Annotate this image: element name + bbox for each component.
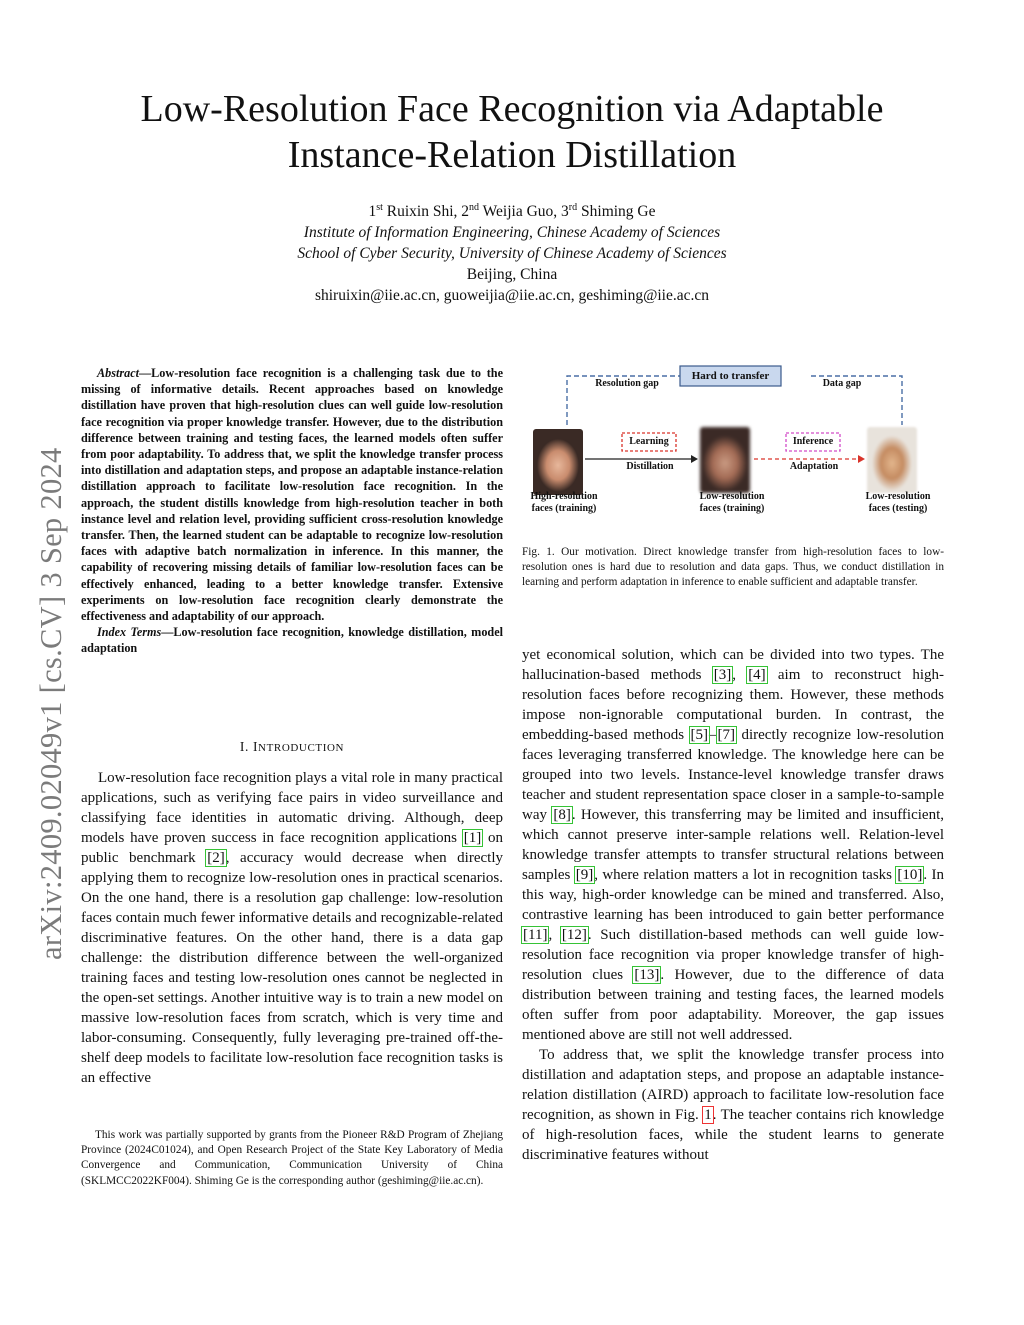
high-resolution-face-image bbox=[533, 429, 583, 495]
figure-1 bbox=[522, 355, 944, 535]
intro-paragraph-3: To address that, we split the knowledge transfer process into distillation and adaptation steps, and propose an adaptable instance-relation distillation (AIRD) approach to facilitate low-resolution face recognition, as shown in Fig. 1. The teacher contains rich knowledge of high-resolution faces, while the student learns to generate discriminative features without bbox=[522, 1047, 944, 1163]
arxiv-id: arXiv:2409.02049v1 [cs.CV] 3 Sep 2024 bbox=[34, 447, 68, 960]
citation-link[interactable]: [11] bbox=[523, 927, 548, 943]
intro-left-column bbox=[81, 768, 503, 1088]
index-terms bbox=[81, 624, 503, 656]
abstract-label: Abstract bbox=[97, 366, 139, 380]
figure-caption-text: Fig. 1. Our motivation. Direct knowledge transfer from high-resolution faces to low-resolution ones is hard due to resolution and data gaps. Thus, we conduct distillation in learning and perform adaptation in inference to enable sufficient and adaptable transfer. bbox=[522, 546, 944, 589]
citation-link[interactable]: [10] bbox=[897, 867, 923, 883]
intro-paragraph-1: Low-resolution face recognition plays a vital role in many practical applications, such as verifying face pairs in video surveillance and classifying face identities in automatic driving. Although, deep models have proven success in face recognition applications [1] on public benchmark [2], accuracy would decrease when directly applying them to recognize low-resolution ones in practical scenarios. On the one hand, there is a resolution gap challenge: low-resolution faces contain much fewer informative details and recognizable-related discriminative features. On the other hand, there is a data gap challenge: the distribution difference between the well-organized training faces and testing low-resolution ones cannot be neglected in the open-set settings. Another intuitive way is to train a new model on massive low-resolution faces from scratch, which is very time and labor-consuming. Consequently, fully leveraging pre-trained off-the-shelf deep models to facilitate low-resolution face recognition tasks is an effective bbox=[81, 770, 504, 1086]
low-resolution-training-face-image bbox=[700, 427, 750, 493]
hard-to-transfer-label: Hard to transfer bbox=[691, 370, 770, 382]
inference-label: Inference bbox=[792, 436, 834, 447]
author-2: Weijia Guo, bbox=[482, 203, 558, 220]
lr-test-face-caption: Low-resolution faces (testing) bbox=[865, 491, 931, 514]
title-line-2: Instance-Relation Distillation bbox=[287, 134, 737, 176]
author-block bbox=[0, 201, 1024, 306]
footnote bbox=[81, 1128, 503, 1189]
figure-caption bbox=[522, 545, 944, 591]
adaptation-label: Adaptation bbox=[789, 461, 839, 472]
distillation-label: Distillation bbox=[626, 461, 674, 472]
section-heading-introduction: I. INTRODUCTION bbox=[239, 739, 345, 754]
paper-title bbox=[0, 86, 1024, 178]
author-3: Shiming Ge bbox=[581, 203, 656, 220]
affiliation-1: Institute of Information Engineering, Chinese Academy of Sciences bbox=[303, 224, 721, 241]
author-emails: shiruixin@iie.ac.cn, guoweijia@iie.ac.cn, geshiming@iie.ac.cn bbox=[314, 287, 710, 304]
footnote-text: This work was partially supported by grants from the Pioneer R&D Program of Zhejiang Province (2024C01024), and Open Research Project of the State Key Laboratory of Media Convergence and Communication, Communication University of China (SKLMCC2022KF004). Shiming Ge is the corresponding author (geshiming@iie.ac.cn). bbox=[81, 1129, 503, 1187]
hr-face-caption: High-resolution faces (training) bbox=[530, 491, 598, 514]
author-location: Beijing, China bbox=[466, 266, 558, 283]
citation-link[interactable]: [7] bbox=[717, 727, 736, 743]
title-line-1: Low-Resolution Face Recognition via Adaptable bbox=[140, 88, 884, 130]
citation-link[interactable]: [3] bbox=[713, 667, 732, 683]
index-terms-text: —Low-resolution face recognition, knowledge distillation, model adaptation bbox=[81, 625, 503, 656]
author-1: Ruixin Shi, bbox=[386, 203, 458, 220]
abstract-paragraph bbox=[81, 365, 503, 624]
learning-label: Learning bbox=[629, 436, 669, 447]
data-gap-label: Data gap bbox=[822, 378, 862, 389]
distillation-arrowhead bbox=[691, 455, 698, 463]
author-names: 1st Ruixin Shi, 2nd Weijia Guo, 3rd Shiming Ge bbox=[368, 201, 656, 220]
citation-link[interactable]: [5] bbox=[690, 727, 709, 743]
citation-link[interactable]: [8] bbox=[553, 807, 571, 823]
citation-link[interactable]: [2] bbox=[207, 850, 225, 866]
affiliation-2: School of Cyber Security, University of Chinese Academy of Sciences bbox=[297, 245, 727, 262]
intro-paragraph-2: yet economical solution, which can be divided into two types. The hallucination-based methods [3], [4] aim to reconstruct high-resolution faces before recognizing them. However, these methods impose non-ignorable computational burden. In contrast, the embedding-based methods [5]–[7] directly recognize low-resolution faces leveraging transferred knowledge. The knowledge here can be grouped into two levels. Instance-level knowledge transfer draws teacher and student representation space closer in a sample-to-sample way [8]. However, this transferring may be limited and insufficient, which cannot preserve inter-sample relations well. Relation-level knowledge transfer attempts to transfer structural relations between samples [9], where relation matters a lot in recognition tasks [10]. In this way, high-order knowledge can be mined and transferred. Also, contrastive learning has been introduced to gain better performance [11], [12]. Such distillation-based methods can well guide low-resolution face recognition via proper knowledge transfer of high-resolution clues [13]. However, due to the difference of data distribution between training and testing faces, the learned models often suffer from poor adaptability. Moreover, the gap issues mentioned above are still not well addressed. bbox=[522, 647, 945, 1043]
citation-link[interactable]: [4] bbox=[748, 667, 766, 683]
arxiv-side-stamp bbox=[4, 360, 68, 960]
index-terms-label: Index Terms bbox=[97, 625, 162, 640]
lr-train-face-caption: Low-resolution faces (training) bbox=[699, 491, 765, 514]
figure-link[interactable]: 1 bbox=[704, 1107, 712, 1123]
abstract-text: —Low-resolution face recognition is a challenging task due to the missing of informative details. Recent approaches based on knowledge distillation have proven that high-resolution clues can well guide low-resolution face recognition via proper knowledge transfer. However, due to the distribution difference between training and testing faces, the learned models often suffer from poor adaptability. To address that, we split the knowledge transfer process into distillation and adaptation steps, and propose an adaptable instance-relation distillation approach to facilitate low-resolution face recognition. In the approach, the student distills knowledge from high-resolution teacher in both instance level and relation level, providing sufficient cross-resolution knowledge transfer. Then, the learned student can be adaptable to recognize low-resolution faces with adaptive batch normalization in inference. In this manner, the capability of recovering missing details of familiar low-resolution faces can be effectively enhanced, leading to a better knowledge transfer. Extensive experiments on low-resolution face recognition clearly demonstrate the effectiveness and adaptability of our approach. bbox=[81, 366, 503, 624]
resolution-gap-label: Resolution gap bbox=[595, 378, 659, 389]
citation-link[interactable]: [1] bbox=[463, 830, 482, 846]
abstract bbox=[81, 365, 503, 657]
citation-link[interactable]: [9] bbox=[575, 867, 594, 883]
citation-link[interactable]: [12] bbox=[561, 927, 587, 943]
citation-link[interactable]: [13] bbox=[634, 967, 660, 983]
low-resolution-testing-face-image bbox=[867, 427, 917, 493]
intro-right-column bbox=[522, 645, 944, 1165]
adaptation-arrowhead bbox=[858, 455, 865, 463]
